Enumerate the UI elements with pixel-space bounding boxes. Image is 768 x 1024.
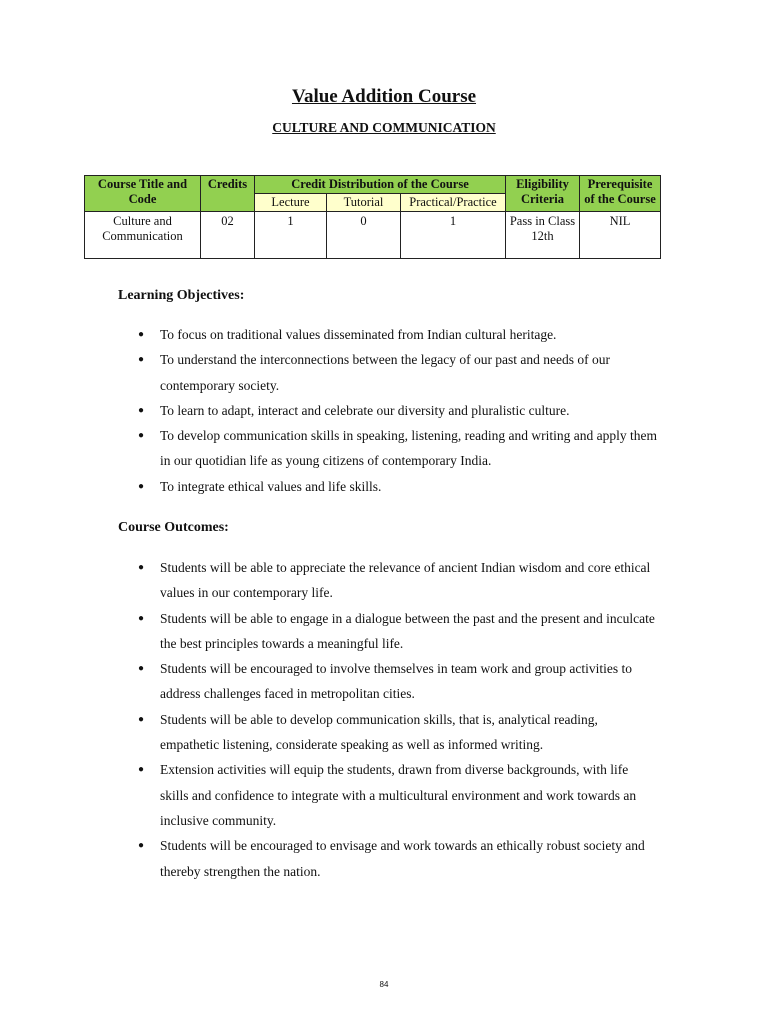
list-item: ● To learn to adapt, interact and celebrate our diversity and pluralistic culture. bbox=[138, 398, 658, 423]
header-eligibility: Eligibility Criteria bbox=[506, 176, 580, 212]
list-item: ● To develop communication skills in speaking, listening, reading and writing and apply them in our quotidian life as young citizens of contemporary India. bbox=[138, 423, 658, 474]
course-outcomes-list bbox=[138, 555, 658, 884]
list-item: ● Students will be able to develop communication skills, that is, analytical reading, empathetic listening, considerate speaking as well as informed writing. bbox=[138, 707, 658, 758]
header-course-title: Course Title and Code bbox=[85, 176, 201, 212]
list-item: ● To focus on traditional values disseminated from Indian cultural heritage. bbox=[138, 322, 658, 347]
header-practical: Practical/Practice bbox=[401, 194, 506, 212]
list-item: ● Extension activities will equip the students, drawn from diverse backgrounds, with life skills and confidence to integrate with a multicultural environment and work towards an inclusive community. bbox=[138, 757, 658, 833]
list-item: ● Students will be able to engage in a dialogue between the past and the present and inculcate the best principles towards a meaningful life. bbox=[138, 606, 658, 657]
cell-tutorial: 0 bbox=[327, 212, 401, 259]
cell-eligibility: Pass in Class 12th bbox=[506, 212, 580, 259]
page-title: Value Addition Course bbox=[291, 86, 477, 107]
table-row bbox=[85, 212, 661, 259]
header-lecture: Lecture bbox=[255, 194, 327, 212]
learning-objectives-list bbox=[138, 322, 658, 499]
list-item: ● Students will be encouraged to envisage and work towards an ethically robust society and thereby strengthen the nation. bbox=[138, 833, 658, 884]
cell-credits: 02 bbox=[201, 212, 255, 259]
page-number: 84 bbox=[379, 980, 389, 989]
course-outcomes-heading: Course Outcomes: bbox=[118, 520, 229, 535]
header-credits: Credits bbox=[201, 176, 255, 212]
cell-lecture: 1 bbox=[255, 212, 327, 259]
course-table bbox=[84, 175, 661, 259]
page-subtitle: CULTURE AND COMMUNICATION bbox=[272, 120, 496, 135]
list-item: ● To understand the interconnections between the legacy of our past and needs of our contemporary society. bbox=[138, 347, 658, 398]
cell-prerequisite: NIL bbox=[580, 212, 661, 259]
cell-course-title: Culture and Communication bbox=[85, 212, 201, 259]
list-item: ● Students will be able to appreciate the relevance of ancient Indian wisdom and core ethical values in our contemporary life. bbox=[138, 555, 658, 606]
header-credit-distribution: Credit Distribution of the Course bbox=[255, 176, 506, 194]
list-item: ● To integrate ethical values and life skills. bbox=[138, 474, 658, 499]
learning-objectives-heading: Learning Objectives: bbox=[118, 288, 245, 303]
list-item: ● Students will be encouraged to involve themselves in team work and group activities to address challenges faced in metropolitan cities. bbox=[138, 656, 658, 707]
table-header-row bbox=[85, 176, 661, 194]
cell-practical: 1 bbox=[401, 212, 506, 259]
header-tutorial: Tutorial bbox=[327, 194, 401, 212]
header-prerequisite: Prerequisite of the Course bbox=[580, 176, 661, 212]
